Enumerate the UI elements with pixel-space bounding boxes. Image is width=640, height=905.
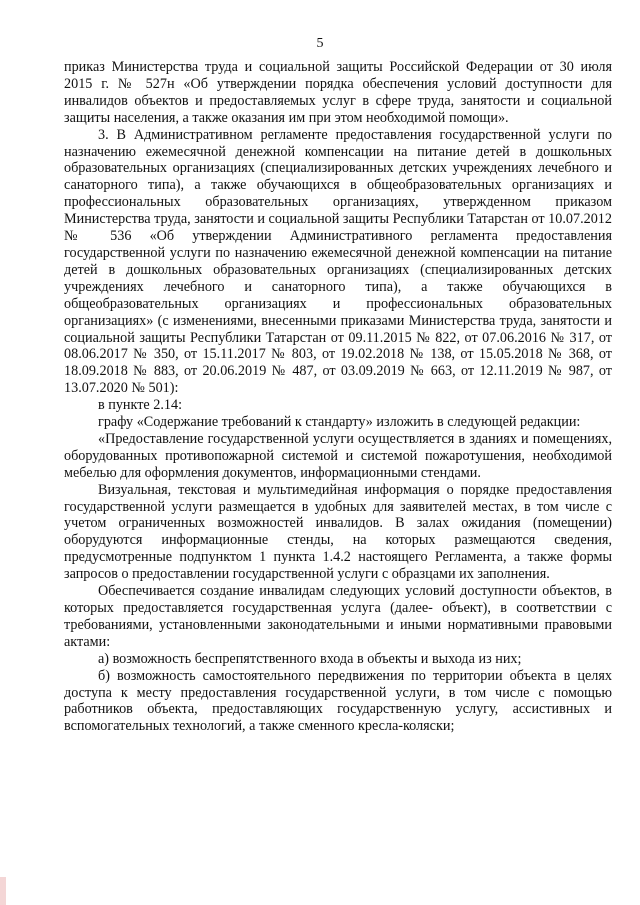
paragraph-accessibility-conditions: Обеспечивается создание инвалидам следующих условий доступности объектов, в которых предоставляется государственная услуга (далее- объект), в соответствии с требованиями, установленными законодательными и иными нормативными правовыми актами: [64,583,612,650]
document-body [64,59,612,735]
paragraph-item-3: 3. В Административном регламенте предоставления государственной услуги по назначению ежемесячной денежной компенсации на питание детей в дошкольных образовательных организациях (специализированных детских учреждениях лечебного и санаторного типа), а также обучающихся в общеобразовательных организациях и профессиональных образовательных организациях, утвержденном приказом Министерства труда, занятости и социальной защиты Республики Татарстан от 10.07.2012 № 536 «Об утверждении Административного регламента предоставления государственной услуги по назначению ежемесячной денежной компенсации на питание детей в дошкольных образовательных организациях (специализированных детских учреждениях лечебного и санаторного типа), а также обучающихся в общеобразовательных организациях и профессиональных образовательных организациях» (с изменениями, внесенными приказами Министерства труда, занятости и социальной защиты Республики Татарстан от 09.11.2015 № 822, от 07.06.2016 № 317, от 08.06.2017 № 350, от 15.11.2017 № 803, от 19.02.2018 № 138, от 15.05.2018 № 368, от 18.09.2018 № 883, от 20.06.2019 № 487, от 03.09.2019 № 663, от 12.11.2019 № 987, от 13.07.2020 № 501): [64,126,612,397]
paragraph-visual-information: Визуальная, текстовая и мультимедийная информация о порядке предоставления государственной услуги размещается в удобных для заявителей местах, в том числе с учетом ограниченных возможностей инвалидов. В залах ожидания (помещении) оборудуются информационные стенды, на которых размещаются сведения, предусмотренные подпунктом 1 пункта 1.4.2 настоящего Регламента, а также формы запросов о предоставлении государственной услуги с образцами их заполнения. [64,481,612,583]
paragraph-order-reference: приказ Министерства труда и социальной защиты Российской Федерации от 30 июля 2015 г. № 527н «Об утверждении порядка обеспечения условий доступности для инвалидов объектов и предоставляемых услуг в сфере труда, занятости и социальной защиты населения, а также оказания им при этом необходимой помощи». [64,59,612,126]
paragraph-column-instruction: графу «Содержание требований к стандарту» изложить в следующей редакции: [98,414,581,431]
list-item-b: б) возможность самостоятельного передвижения по территории объекта в целях доступа к месту предоставления государственной услуги, в том числе с помощью работников объекта, предоставляющих государственную услугу, ассистивных и вспомогательных технологий, а также сменного кресла-коляски; [64,667,612,735]
scan-edge-mark [0,877,6,905]
list-item-a: а) возможность беспрепятственного входа в объекты и выхода из них; [98,650,522,667]
page-number: 5 [316,36,324,51]
paragraph-clause-2-14: в пункте 2.14: [98,397,183,414]
paragraph-premises: «Предоставление государственной услуги осуществляется в зданиях и помещениях, оборудованных противопожарной системой и системой пожаротушения, необходимой мебелью для оформления документов, информационными стендами. [64,430,612,481]
